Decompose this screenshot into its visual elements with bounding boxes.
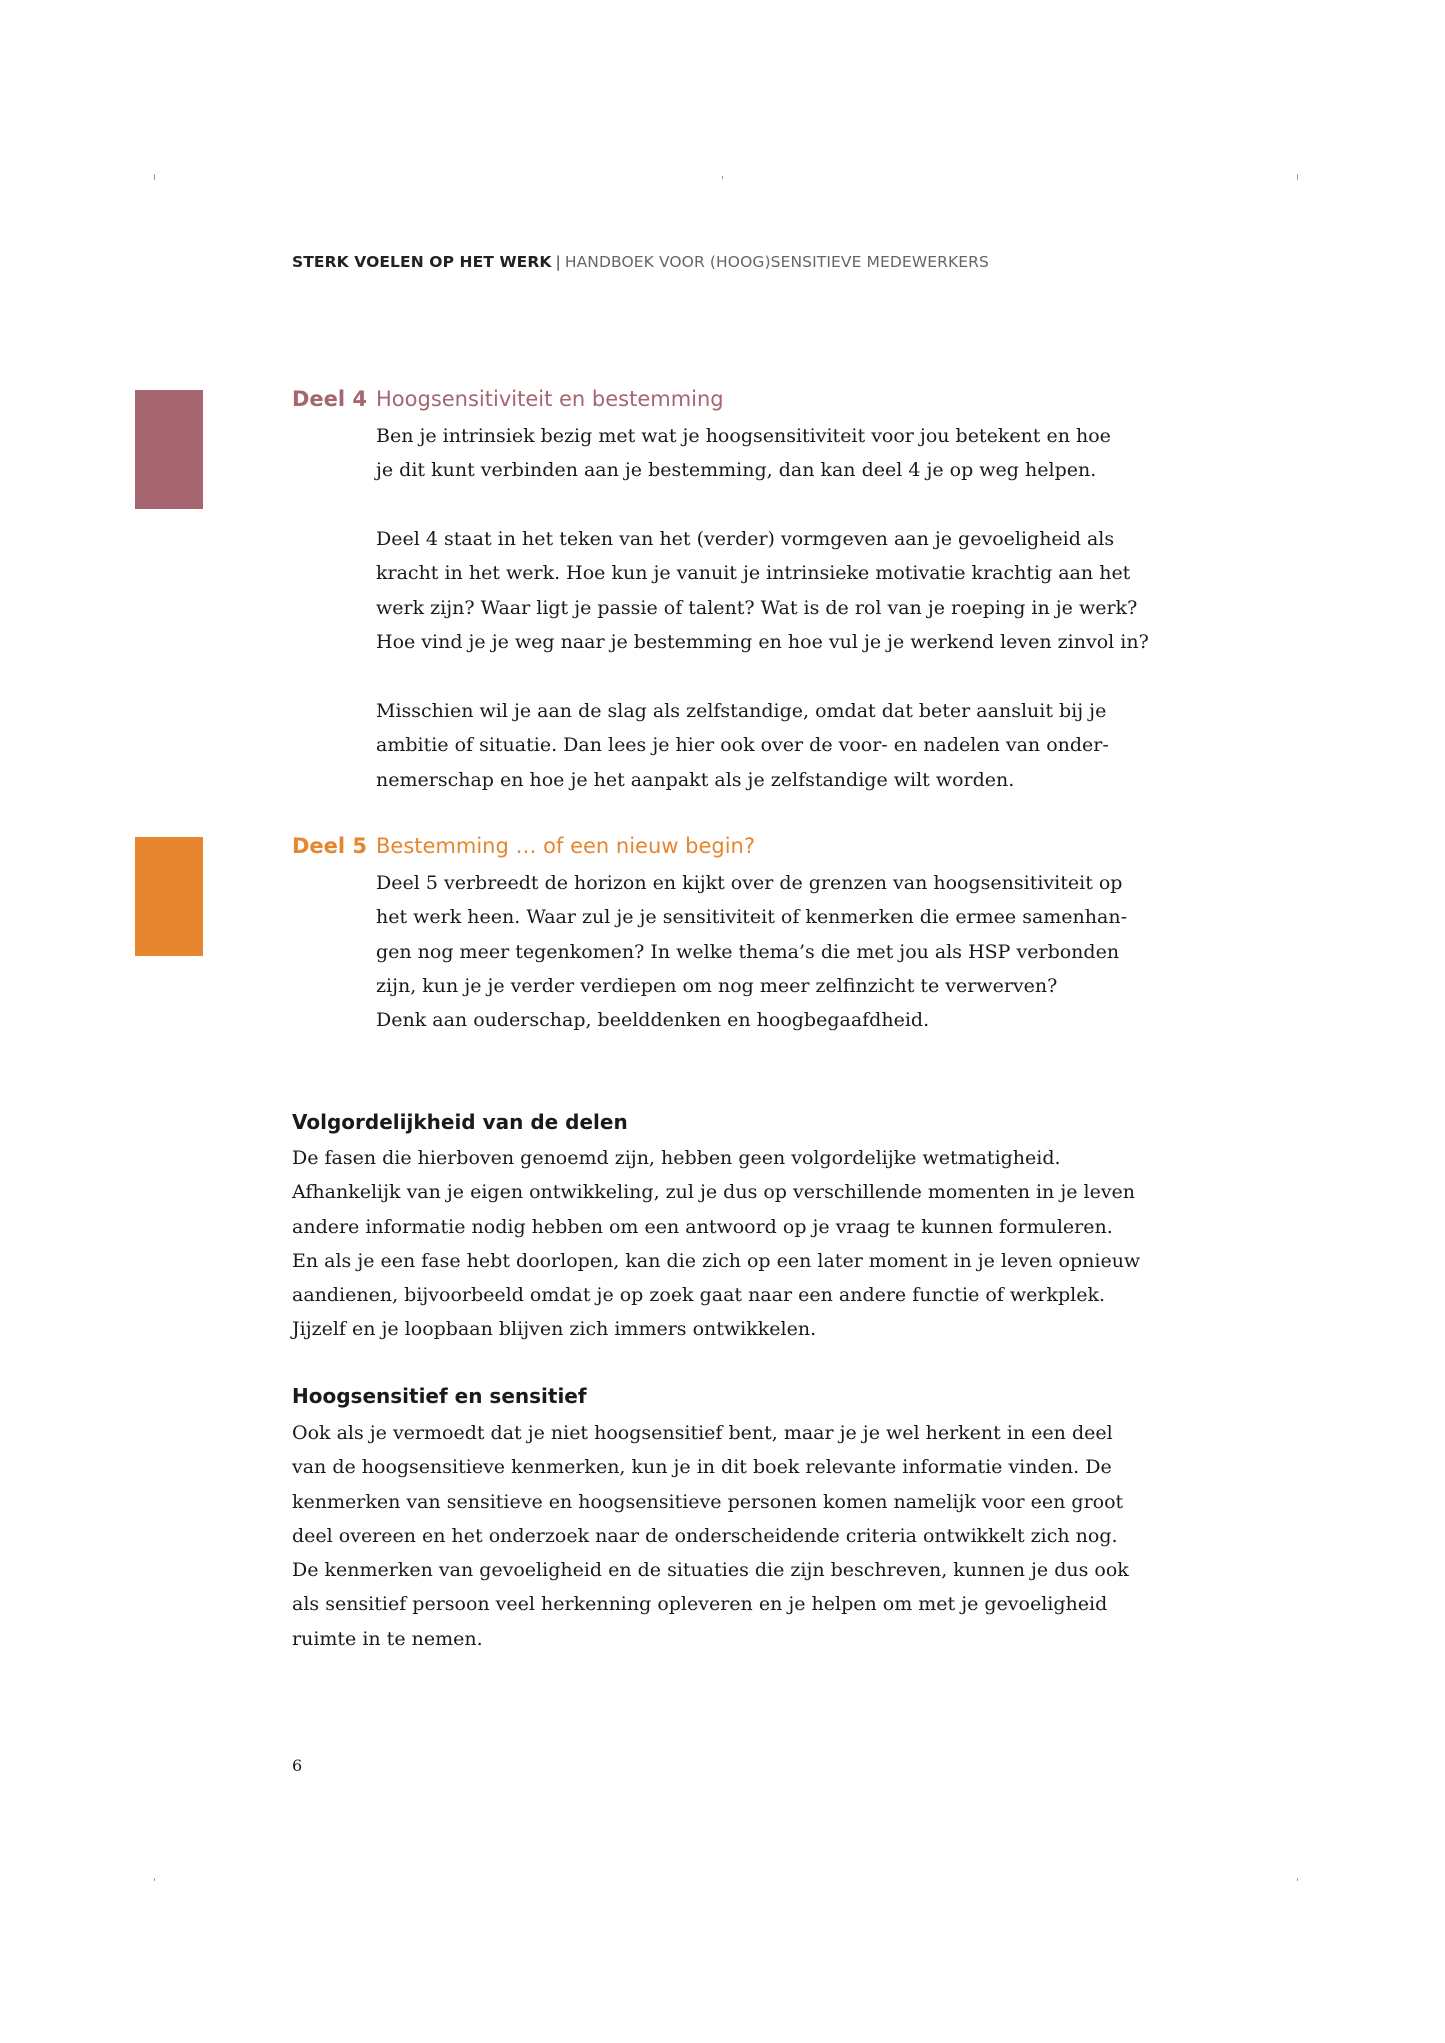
text-line: het werk heen. Waar zul je je sensitiviteit of kenmerken die ermee samenhan- (376, 906, 1127, 929)
text-line: aandienen, bijvoorbeeld omdat je op zoek gaat naar een andere functie of werkplek. (292, 1284, 1106, 1307)
text-line: je dit kunt verbinden aan je bestemming, dan kan deel 4 je op weg helpen. (376, 459, 1097, 482)
text-line: gen nog meer tegenkomen? In welke thema’s die met jou als HSP verbonden (376, 940, 1120, 963)
text-line: ambitie of situatie. Dan lees je hier ook over de voor- en nadelen van onder- (376, 734, 1109, 757)
text-line: Jijzelf en je loopbaan blijven zich immers ontwikkelen. (292, 1318, 817, 1341)
text-line: De kenmerken van gevoeligheid en de situaties die zijn beschreven, kunnen je dus ook (292, 1559, 1129, 1582)
running-head-title: STERK VOELEN OP HET WERK (292, 253, 552, 271)
deel5-heading (292, 834, 755, 858)
deel4-number: Deel 4 (292, 387, 368, 411)
deel4-paragraph-2 (376, 522, 1149, 659)
crop-mark-top-right (1297, 174, 1298, 180)
section-heading-hoogsensitief: Hoogsensitief en sensitief (292, 1384, 587, 1408)
text-line: van de hoogsensitieve kenmerken, kun je in dit boek relevante informatie vinden. De (292, 1456, 1112, 1479)
crop-mark-top-center (722, 176, 723, 179)
crop-mark-top-left (154, 174, 155, 180)
text-line: Deel 5 verbreedt de horizon en kijkt over de grenzen van hoogsensitiviteit op (376, 872, 1123, 894)
text-line: Ook als je vermoedt dat je niet hoogsensitief bent, maar je je wel herkent in een deel (292, 1422, 1113, 1444)
deel4-title: Hoogsensitiviteit en bestemming (376, 387, 724, 411)
section-hoogsensitief-body (292, 1416, 1129, 1656)
deel4-color-block (135, 390, 203, 509)
text-line: werk zijn? Waar ligt je passie of talent? Wat is de rol van je roeping in je werk? (376, 596, 1138, 619)
section-volgorde-body (292, 1141, 1140, 1347)
text-line: Hoe vind je je weg naar je bestemming en hoe vul je je werkend leven zinvol in? (376, 630, 1149, 653)
text-line: kracht in het werk. Hoe kun je vanuit je intrinsieke motivatie krachtig aan het (376, 562, 1131, 585)
deel5-paragraph-1 (376, 866, 1127, 1037)
deel5-title: Bestemming … of een nieuw begin? (376, 834, 755, 858)
crop-mark-bottom-left (154, 1878, 155, 1881)
text-line: ruimte in te nemen. (292, 1627, 483, 1650)
deel5-color-block (135, 837, 203, 956)
text-line: andere informatie nodig hebben om een antwoord op je vraag te kunnen formuleren. (292, 1215, 1113, 1238)
text-line: als sensitief persoon veel herkenning opleveren en je helpen om met je gevoeligheid (292, 1593, 1108, 1616)
text-line: zijn, kun je je verder verdiepen om nog meer zelfinzicht te verwerven? (376, 974, 1058, 997)
deel4-paragraph-1 (376, 419, 1111, 488)
text-line: nemerschap en hoe je het aanpakt als je zelfstandige wilt worden. (376, 768, 1015, 791)
page-number: 6 (292, 1756, 303, 1775)
text-line: En als je een fase hebt doorlopen, kan die zich op een later moment in je leven opnieuw (292, 1249, 1141, 1272)
text-line: Ben je intrinsiek bezig met wat je hoogsensitiviteit voor jou betekent en hoe (376, 425, 1111, 447)
deel4-paragraph-3 (376, 694, 1109, 797)
running-head-separator: | (555, 253, 561, 271)
text-line: Deel 4 staat in het teken van het (verder) vormgeven aan je gevoeligheid als (376, 528, 1115, 550)
deel4-heading (292, 387, 724, 411)
running-head (292, 253, 989, 271)
deel5-number: Deel 5 (292, 834, 368, 858)
crop-mark-bottom-right (1297, 1878, 1298, 1881)
text-line: Misschien wil je aan de slag als zelfstandige, omdat dat beter aansluit bij je (376, 700, 1107, 722)
section-heading-volgorde: Volgordelijkheid van de delen (292, 1110, 628, 1134)
text-line: De fasen die hierboven genoemd zijn, hebben geen volgordelijke wetmatigheid. (292, 1147, 1061, 1169)
running-head-subtitle: HANDBOEK VOOR (HOOG)SENSITIEVE MEDEWERKERS (564, 253, 989, 271)
text-line: kenmerken van sensitieve en hoogsensitieve personen komen namelijk voor een groot (292, 1490, 1124, 1513)
text-line: Afhankelijk van je eigen ontwikkeling, zul je dus op verschillende momenten in je leven (292, 1181, 1136, 1204)
text-line: Denk aan ouderschap, beelddenken en hoogbegaafdheid. (376, 1009, 930, 1032)
text-line: deel overeen en het onderzoek naar de onderscheidende criteria ontwikkelt zich nog. (292, 1524, 1118, 1547)
